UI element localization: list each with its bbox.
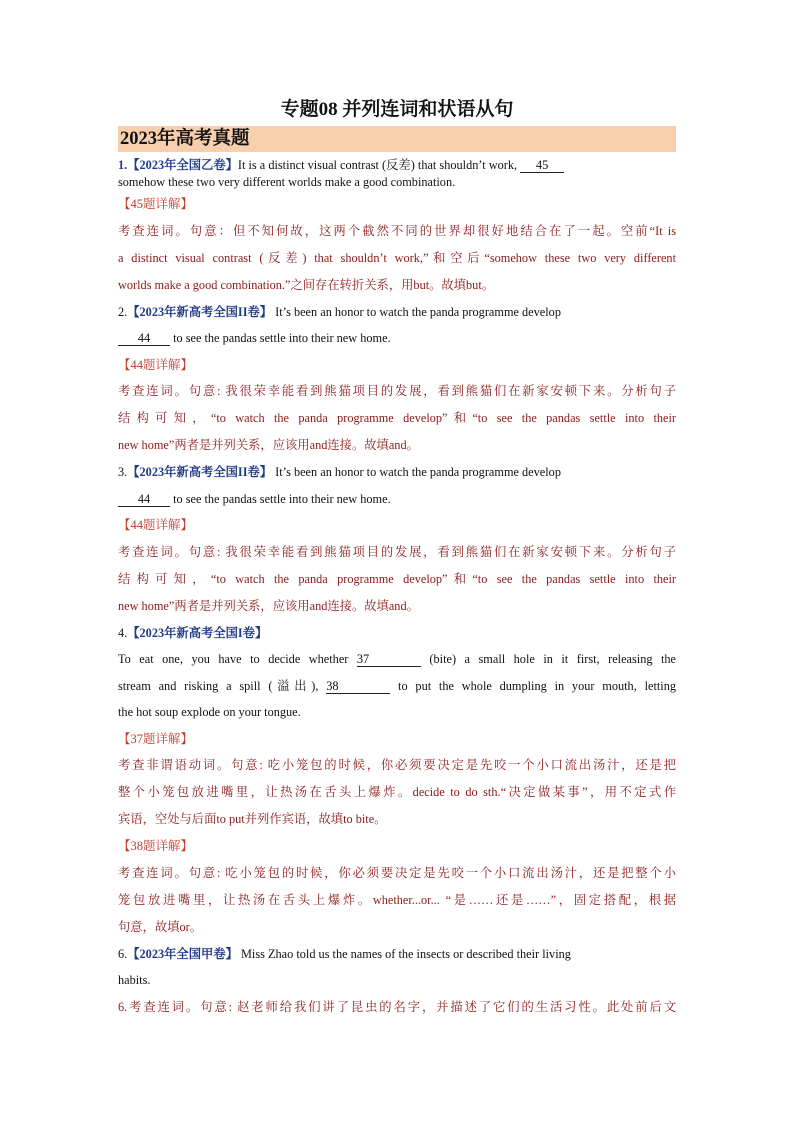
- answer-blank: 45: [520, 158, 564, 173]
- question-number: 2.: [118, 304, 128, 319]
- question-6: [118, 941, 676, 994]
- explanation-line: worlds make a good combination.”之间存在转折关系，用but。故填but。: [118, 277, 495, 292]
- question-number: 6.: [118, 946, 128, 961]
- answer-blank: 38: [326, 679, 390, 694]
- question-text: the hot soup explode on your tongue.: [118, 705, 301, 719]
- explanation-line: 结构可知，“to watch the panda programme develop”和“to see the pandas settle into their: [118, 571, 676, 586]
- explanation-line: 整个小笼包放进嘴里，让热汤在舌头上爆炸。decide to do sth.“决定做某事”，用不定式作: [118, 785, 676, 799]
- question-line: [118, 646, 676, 673]
- explanation-line: 考查连词。句意: 我很荣幸能看到熊猫项目的发展，看到熊猫们在新家安顿下来。分析句子: [118, 544, 676, 559]
- explanation-heading: 【38题详解】: [118, 839, 194, 853]
- explanation-line: new home”两者是并列关系，应该用and连接。故填and。: [118, 438, 419, 452]
- explanation-heading: 【45题详解】: [118, 197, 194, 211]
- question-number: 3.: [118, 465, 128, 479]
- question-text: stream and risking a spill (溢出),: [118, 678, 319, 693]
- question-text: Miss Zhao told us the names of the insects or described their living: [241, 946, 571, 961]
- question-text: to put the whole dumpling in your mouth, letting: [398, 678, 677, 693]
- explanation-line: 考查连词。句意: 我很荣幸能看到熊猫项目的发展，看到熊猫们在新家安顿下来。分析句子: [118, 384, 676, 398]
- section-heading: 2023年高考真题: [118, 126, 676, 152]
- explanation: [118, 860, 676, 941]
- question-text: It’s been an honor to watch the panda programme develop: [275, 465, 561, 479]
- explanation-line: 考查非谓语动词。句意: 吃小笼包的时候，你必须要决定是先咬一个小口流出汤汁，还是把: [118, 758, 676, 772]
- question-line: [118, 673, 676, 700]
- explanation: [118, 994, 676, 1021]
- question-text: (bite) a small hole in it first, releasing the: [429, 652, 677, 666]
- exam-source-tag: 【2023年新高考全国II卷】: [127, 465, 273, 479]
- question-text: to see the pandas settle into their new home.: [173, 331, 391, 345]
- exam-source-tag: 【2023年全国乙卷】: [127, 158, 238, 172]
- explanation-line: a distinct visual contrast (反差) that shouldn’t work,”和空后“somehow these two very different: [118, 250, 676, 265]
- answer-blank: 44: [118, 492, 170, 507]
- explanation: [118, 539, 676, 620]
- question-2: [118, 299, 676, 352]
- question-text: somehow these two very different worlds make a good combination.: [118, 175, 456, 189]
- explanation-line: 结构可知，“to watch the panda programme develop”和“to see the pandas settle into their: [118, 411, 676, 425]
- question-4: [118, 620, 676, 726]
- explanation: [118, 378, 676, 459]
- question-text: It’s been an honor to watch the panda programme develop: [275, 304, 561, 319]
- question-text: habits.: [118, 973, 151, 987]
- question-text: To eat one, you have to decide whether: [118, 652, 349, 666]
- explanation: [118, 752, 676, 833]
- exam-source-tag: 【2023年新高考全国I卷】: [127, 625, 268, 640]
- explanation-heading: 【44题详解】: [118, 518, 194, 532]
- question-text: to see the pandas settle into their new home.: [173, 491, 391, 506]
- question-1: [118, 155, 676, 191]
- exam-source-tag: 【2023年全国甲卷】: [127, 946, 238, 961]
- question-text: It is a distinct visual contrast (反差) that shouldn’t work,: [237, 158, 518, 172]
- explanation-line: 句意，故填or。: [118, 919, 203, 934]
- explanation-line: 考查连词。句意：但不知何故，这两个截然不同的世界却很好地结合在了一起。空前“It is: [118, 223, 676, 238]
- page-title: 专题08 并列连词和状语从句: [280, 99, 514, 120]
- question-3: [118, 459, 676, 512]
- explanation-line: 笼包放进嘴里，让热汤在舌头上爆炸。whether...or... “是……还是……”，固定搭配，根据: [118, 892, 676, 907]
- question-number: 1.: [118, 158, 128, 172]
- explanation-heading: 【44题详解】: [118, 357, 194, 372]
- explanation: [118, 218, 676, 299]
- explanation-heading: 【37题详解】: [118, 731, 194, 746]
- exam-source-tag: 【2023年新高考全国II卷】: [127, 304, 273, 319]
- answer-blank: 37: [357, 652, 421, 667]
- explanation-line: 宾语，空处与后面to put并列作宾语，故填to bite。: [118, 812, 387, 826]
- explanation-line: 6.考查连词。句意: 赵老师给我们讲了昆虫的名字，并描述了它们的生活习性。此处前后文: [118, 999, 676, 1014]
- explanation-line: 考查连词。句意: 吃小笼包的时候，你必须要决定是先咬一个小口流出汤汁，还是把整个小: [118, 865, 676, 880]
- question-number: 4.: [118, 625, 128, 640]
- explanation-line: new home”两者是并列关系，应该用and连接。故填and。: [118, 598, 419, 613]
- answer-blank: 44: [118, 331, 170, 346]
- document-page: [118, 98, 676, 1021]
